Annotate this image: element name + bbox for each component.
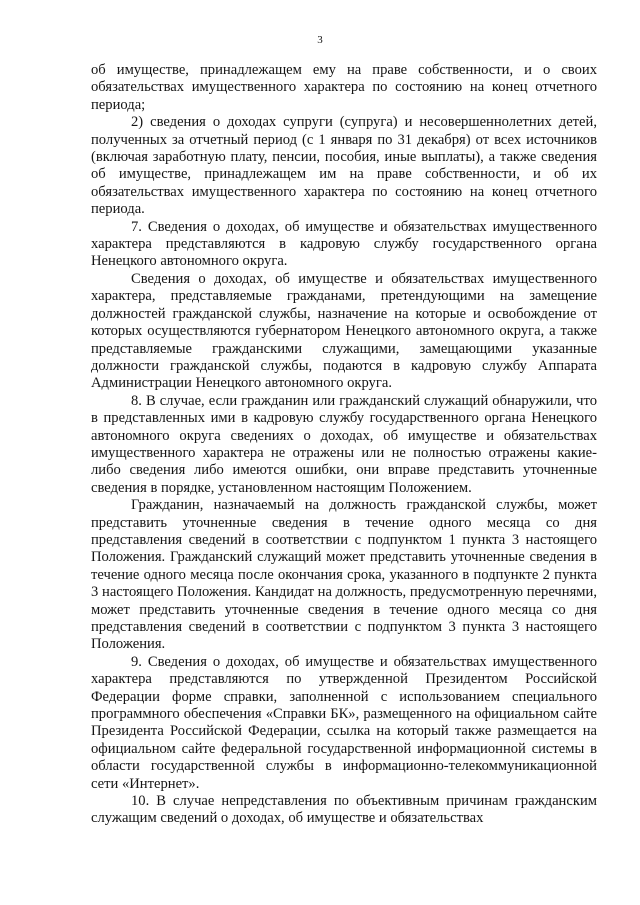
paragraph-clause-7-governor-positions: Сведения о доходах, об имуществе и обязательствах имущественного характера, представляемые гражданами, претендующими на замещение должностей гражданской службы, назначение на которые и освобождение от которых осуществляются губернатором Ненецкого автономного округа, а также представляемые гражданскими служащими, замещающими указанные должности гражданской службы, подаются в кадровую службу Аппарата Администрации Ненецкого автономного округа. xyxy=(91,270,597,392)
page-number: 3 xyxy=(317,34,323,46)
paragraph-clause-8-updated-info-deadlines: Гражданин, назначаемый на должность гражданской службы, может представить уточненные сведения в течение одного месяца со дня представления сведений в соответствии с подпунктом 1 пункта 3 настоящего Положения. Гражданский служащий может представить уточненные сведения в течение одного месяца после окончания срока, указанного в подпункте 2 пункта 3 настоящего Положения. Кандидат на должность, предусмотренную перечнями, может представить уточненные сведения в течение одного месяца со дня представления сведений в соответствии с подпунктом 3 пункта 3 настоящего Положения. xyxy=(91,497,597,653)
paragraph-clause-8: 8. В случае, если гражданин или гражданский служащий обнаружили, что в представленных ими в кадровую службу государственного органа Ненецкого автономного округа сведениях о доходах, об имуществе и обязательствах имущественного характера не отражены или не полностью отражены какие-либо сведения либо имеются ошибки, они вправе представить уточненные сведения в порядке, установленном настоящим Положением. xyxy=(91,392,597,496)
paragraph-spouse-income-info: 2) сведения о доходах супруги (супруга) и несовершеннолетних детей, полученных за отчетный период (с 1 января по 31 декабря) от всех источников (включая заработную плату, пенсии, пособия, иные выплаты), а также сведения об имуществе, принадлежащем им на праве собственности, и об их обязательствах имущественного характера по состоянию на конец отчетного периода. xyxy=(91,114,597,218)
paragraph-clause-9: 9. Сведения о доходах, об имуществе и обязательствах имущественного характера представляются по утвержденной Президентом Российской Федерации форме справки, заполненной с использованием специального программного обеспечения «Справки БК», размещенного на официальном сайте Президента Российской Федерации, ссылка на который также размещается на официальном сайте федеральной государственной информационной системы в области государственной службы в информационно-телекоммуникационной сети «Интернет». xyxy=(91,653,597,792)
document-body xyxy=(91,62,597,828)
paragraph-clause-7: 7. Сведения о доходах, об имуществе и обязательствах имущественного характера представляются в кадровую службу государственного органа Ненецкого автономного округа. xyxy=(91,218,597,270)
paragraph-continued-from-previous-page: об имуществе, принадлежащем ему на праве собственности, и о своих обязательствах имущественного характера по состоянию на конец отчетного периода; xyxy=(91,62,597,113)
paragraph-clause-10: 10. В случае непредставления по объективным причинам гражданским служащим сведений о доходах, об имуществе и обязательствах xyxy=(91,793,597,827)
